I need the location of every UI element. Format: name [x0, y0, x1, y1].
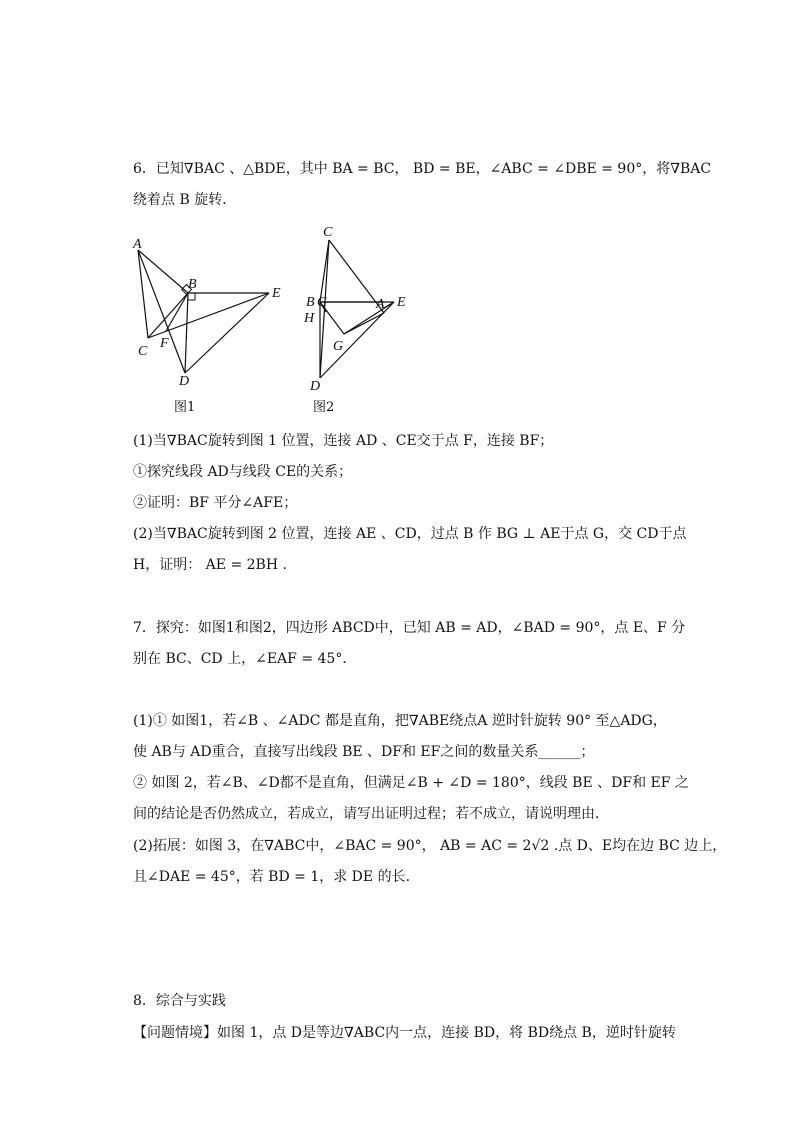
fig2-label-A: A — [376, 297, 385, 312]
fig1-caption: 图1 — [174, 400, 196, 415]
fig2-seg-GA — [344, 313, 384, 334]
q6-part1: (1)当∇BAC旋转到图 1 位置，连接 AD 、CE交于点 F，连接 BF； — [133, 433, 554, 449]
fig2-label-B: B — [306, 295, 315, 310]
fig1-seg-DE — [185, 293, 269, 373]
fig1-seg-AB — [138, 250, 188, 293]
fig1-label-C: C — [138, 344, 148, 359]
fig1-seg-BF — [166, 293, 188, 331]
q7-part1-line-2: 使 AB与 AD重合，直接写出线段 BE 、DF和 EF之间的数量关系______； — [133, 744, 595, 760]
q6-figure-2 — [296, 220, 426, 420]
fig2-label-D: D — [310, 379, 321, 394]
q7-stem-line-2: 别在 BC、CD 上，∠EAF = 45°． — [133, 651, 357, 667]
q8-title: 8．综合与实践 — [133, 993, 226, 1009]
q7-part1-line-1: (1)① 如图1，若∠B 、∠ADC 都是直角，把∇ABE绕点A 逆时针旋转 90° 至△ADG， — [133, 713, 667, 729]
q6-part1-item2: ②证明：BF 平分∠AFE； — [133, 495, 298, 511]
fig2-label-G-near-B: G — [317, 295, 328, 310]
q6-figure-1 — [126, 230, 296, 420]
q7-part1-line-3: ② 如图 2，若∠B、∠D都不是直角，但满足∠B + ∠D = 180°，线段 BE 、DF和 EF 之 — [133, 775, 689, 791]
q6-part2-line-2: H，证明： AE = 2BH . — [133, 557, 287, 573]
fig2-label-E: E — [397, 295, 406, 310]
fig2-seg-CB — [320, 240, 329, 302]
fig1-label-B: B — [188, 277, 197, 292]
q7-stem-line-1: 7．探究：如图1和图2，四边形 ABCD中，已知 AB = AD，∠BAD = 90°，点 E、F 分 — [133, 620, 686, 636]
fig1-label-D: D — [179, 374, 190, 389]
fig1-label-A: A — [133, 237, 142, 252]
q6-part2-line-1: (2)当∇BAC旋转到图 2 位置，连接 AE 、CD，过点 B 作 BG ⊥ AE于点 G，交 CD于点 — [133, 526, 687, 542]
fig1-seg-BC — [148, 293, 188, 338]
q6-stem-line-2: 绕着点 B 旋转． — [133, 192, 237, 208]
fig2-label-G: G — [333, 339, 344, 354]
fig2-seg-GE — [344, 302, 394, 334]
fig1-label-E: E — [272, 286, 281, 301]
fig2-label-H: H — [304, 311, 315, 326]
q6-part1-item1: ①探究线段 AD与线段 CE的关系； — [133, 464, 353, 480]
q7-part2-line-1: (2)拓展：如图 3，在∇ABC中，∠BAC = 90°， AB = AC = 2√2 .点 D、E均在边 BC 边上， — [133, 838, 727, 854]
fig2-caption: 图2 — [313, 400, 335, 415]
fig2-label-C: C — [323, 225, 333, 240]
fig1-right-angle-marker-DBE — [188, 293, 195, 300]
q8-problem-context: 【问题情境】如图 1，点 D是等边∇ABC内一点，连接 BD，将 BD绕点 B，逆时针旋转 — [133, 1025, 676, 1041]
q7-part1-line-4: 间的结论是否仍然成立，若成立，请写出证明过程；若不成立，请说明理由． — [133, 806, 609, 822]
fig1-label-F: F — [160, 336, 169, 351]
q7-part2-line-2: 且∠DAE = 45°，若 BD = 1，求 DE 的长． — [133, 869, 420, 885]
q6-stem-line-1: 6．已知∇BAC 、△BDE，其中 BA = BC， BD = BE，∠ABC = ∠DBE = 90°，将∇BAC — [133, 161, 712, 177]
fig1-seg-BD — [185, 293, 188, 373]
fig1-seg-CE — [148, 293, 269, 338]
